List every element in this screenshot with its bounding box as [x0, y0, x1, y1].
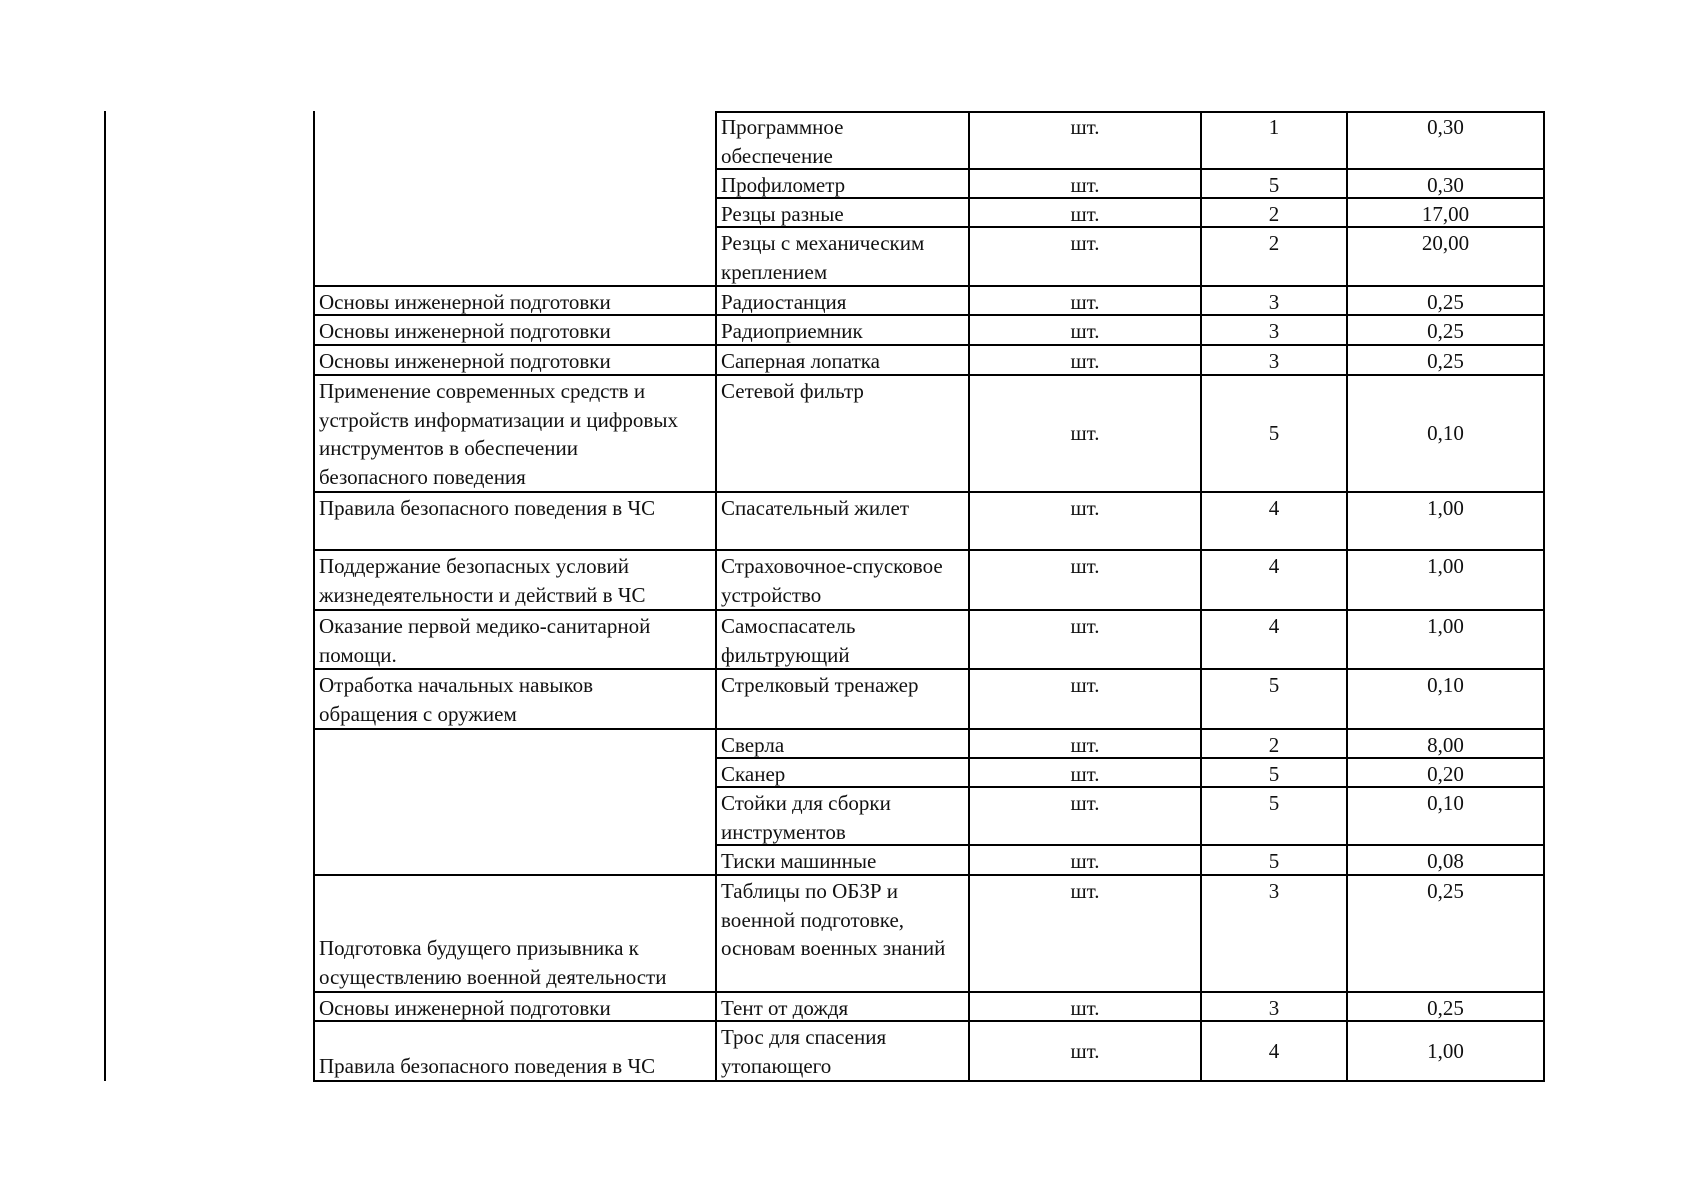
section-cell: Основы инженерной подготовки	[319, 290, 611, 314]
row-border	[715, 1080, 1545, 1082]
unit-cell: шт.	[1070, 115, 1100, 139]
unit-cell: шт.	[1070, 349, 1100, 373]
item-name-cell: Таблицы по ОБЗР и военной подготовке, основам военных знаний	[721, 879, 946, 960]
item-name-cell: Сканер	[721, 762, 786, 786]
quantity-cell: 3	[1268, 319, 1280, 343]
item-name-cell: Резцы с механическим креплением	[721, 231, 925, 284]
item-name-cell: Тент от дождя	[721, 996, 849, 1020]
section-cell: Отработка начальных навыков обращения с оружием	[319, 673, 594, 726]
row-border	[715, 991, 1545, 993]
item-name-cell: Самоспасатель фильтрующий	[721, 614, 856, 667]
page-margin-rule	[104, 111, 106, 1081]
item-name-cell: Стрелковый тренажер	[721, 673, 919, 697]
section-row-border	[313, 1020, 715, 1022]
coefficient-cell: 0,30	[1427, 173, 1464, 197]
quantity-cell: 2	[1268, 231, 1280, 255]
row-border	[715, 609, 1545, 611]
row-border	[715, 374, 1545, 376]
coefficient-cell: 0,10	[1427, 673, 1464, 697]
unit-cell: шт.	[1070, 319, 1100, 343]
section-cell: Основы инженерной подготовки	[319, 319, 611, 343]
section-cell	[315, 731, 715, 757]
section-cell: Применение современных средств и устройств информатизации и цифровых инструментов в обеспечении безопасного поведения	[319, 379, 678, 489]
unit-cell: шт.	[1070, 496, 1100, 520]
unit-cell: шт.	[1070, 762, 1100, 786]
coefficient-cell: 1,00	[1427, 554, 1464, 578]
row-border	[715, 1020, 1545, 1022]
coefficient-cell: 0,10	[1427, 421, 1464, 446]
coefficient-cell: 0,25	[1427, 290, 1464, 314]
quantity-cell: 5	[1268, 791, 1280, 815]
coefficient-cell: 20,00	[1421, 231, 1470, 255]
unit-cell: шт.	[1070, 554, 1100, 578]
section-row-border	[313, 991, 715, 993]
quantity-cell: 4	[1268, 496, 1280, 520]
section-row-border	[313, 314, 715, 316]
quantity-cell: 5	[1268, 673, 1280, 697]
section-row-border	[313, 874, 715, 876]
coefficient-cell: 0,10	[1427, 791, 1464, 815]
row-border	[715, 226, 1545, 228]
coefficient-cell: 1,00	[1427, 614, 1464, 638]
quantity-cell: 2	[1268, 733, 1280, 757]
unit-cell: шт.	[1070, 733, 1100, 757]
section-cell	[315, 200, 715, 226]
section-cell	[315, 229, 715, 285]
section-cell: Основы инженерной подготовки	[319, 349, 611, 373]
row-border	[715, 168, 1545, 170]
section-cell	[315, 847, 715, 874]
unit-cell: шт.	[1070, 173, 1100, 197]
item-name-cell: Трос для спасения утопающего	[721, 1025, 887, 1078]
coefficient-cell: 1,00	[1427, 1038, 1464, 1063]
item-name-cell: Стойки для сборки инструментов	[721, 791, 891, 844]
row-border	[715, 549, 1545, 551]
row-border	[715, 844, 1545, 846]
row-border	[715, 197, 1545, 199]
item-name-cell: Спасательный жилет	[721, 496, 910, 520]
unit-cell: шт.	[1070, 996, 1100, 1020]
item-name-cell: Радиоприемник	[721, 319, 863, 343]
section-cell: Правила безопасного поведения в ЧС	[319, 1053, 656, 1078]
section-cell: Поддержание безопасных условий жизнедеятельности и действий в ЧС	[319, 554, 646, 607]
item-name-cell: Резцы разные	[721, 202, 844, 226]
quantity-cell: 5	[1268, 849, 1280, 873]
section-row-border	[313, 609, 715, 611]
item-name-cell: Саперная лопатка	[721, 349, 880, 373]
quantity-cell: 5	[1268, 421, 1280, 446]
unit-cell: шт.	[1070, 879, 1100, 903]
coefficient-cell: 0,08	[1427, 849, 1464, 873]
quantity-cell: 2	[1268, 202, 1280, 226]
quantity-cell: 3	[1268, 349, 1280, 373]
section-cell: Подготовка будущего призывника к осуществлению военной деятельности	[319, 936, 667, 989]
column-border	[1543, 111, 1545, 1081]
unit-cell: шт.	[1070, 849, 1100, 873]
section-cell	[315, 171, 715, 197]
quantity-cell: 1	[1268, 115, 1280, 139]
section-cell: Основы инженерной подготовки	[319, 996, 611, 1020]
row-border	[715, 728, 1545, 730]
unit-cell: шт.	[1070, 290, 1100, 314]
item-name-cell: Сетевой фильтр	[721, 379, 864, 403]
item-name-cell: Сверла	[721, 733, 785, 757]
section-row-border	[313, 344, 715, 346]
section-row-border	[313, 285, 715, 287]
item-name-cell: Профилометр	[721, 173, 846, 197]
unit-cell: шт.	[1070, 673, 1100, 697]
unit-cell: шт.	[1070, 231, 1100, 255]
section-cell	[315, 789, 715, 844]
section-cell: Правила безопасного поведения в ЧС	[319, 496, 656, 520]
row-border	[715, 668, 1545, 670]
section-row-border	[313, 549, 715, 551]
section-row-border	[313, 374, 715, 376]
row-border	[715, 786, 1545, 788]
unit-cell: шт.	[1070, 791, 1100, 815]
coefficient-cell: 0,20	[1427, 762, 1464, 786]
row-border	[715, 344, 1545, 346]
quantity-cell: 5	[1268, 173, 1280, 197]
coefficient-cell: 0,25	[1427, 996, 1464, 1020]
coefficient-cell: 0,25	[1427, 879, 1464, 903]
unit-cell: шт.	[1070, 202, 1100, 226]
coefficient-cell: 0,25	[1427, 319, 1464, 343]
quantity-cell: 3	[1268, 879, 1280, 903]
quantity-cell: 4	[1268, 614, 1280, 638]
row-border	[715, 491, 1545, 493]
coefficient-cell: 0,30	[1427, 115, 1464, 139]
section-cell: Оказание первой медико-санитарной помощи.	[319, 614, 651, 667]
row-border	[715, 285, 1545, 287]
coefficient-cell: 8,00	[1427, 733, 1464, 757]
section-cell	[315, 760, 715, 786]
quantity-cell: 3	[1268, 996, 1280, 1020]
section-row-border	[313, 1080, 715, 1082]
item-name-cell: Радиостанция	[721, 290, 847, 314]
quantity-cell: 5	[1268, 762, 1280, 786]
item-name-cell: Страховочное-спусковое устройство	[721, 554, 943, 607]
quantity-cell: 3	[1268, 290, 1280, 314]
coefficient-cell: 0,25	[1427, 349, 1464, 373]
quantity-cell: 4	[1268, 554, 1280, 578]
item-name-cell: Тиски машинные	[721, 849, 877, 873]
coefficient-cell: 1,00	[1427, 496, 1464, 520]
section-row-border	[313, 728, 715, 730]
coefficient-cell: 17,00	[1421, 202, 1470, 226]
row-border	[715, 314, 1545, 316]
quantity-cell: 4	[1268, 1038, 1280, 1063]
row-border	[715, 874, 1545, 876]
unit-cell: шт.	[1070, 614, 1100, 638]
section-row-border	[313, 491, 715, 493]
section-row-border	[313, 668, 715, 670]
unit-cell: шт.	[1070, 1038, 1100, 1063]
section-cell	[315, 113, 715, 168]
unit-cell: шт.	[1070, 421, 1100, 446]
row-border	[715, 757, 1545, 759]
item-name-cell: Программное обеспечение	[721, 115, 844, 168]
